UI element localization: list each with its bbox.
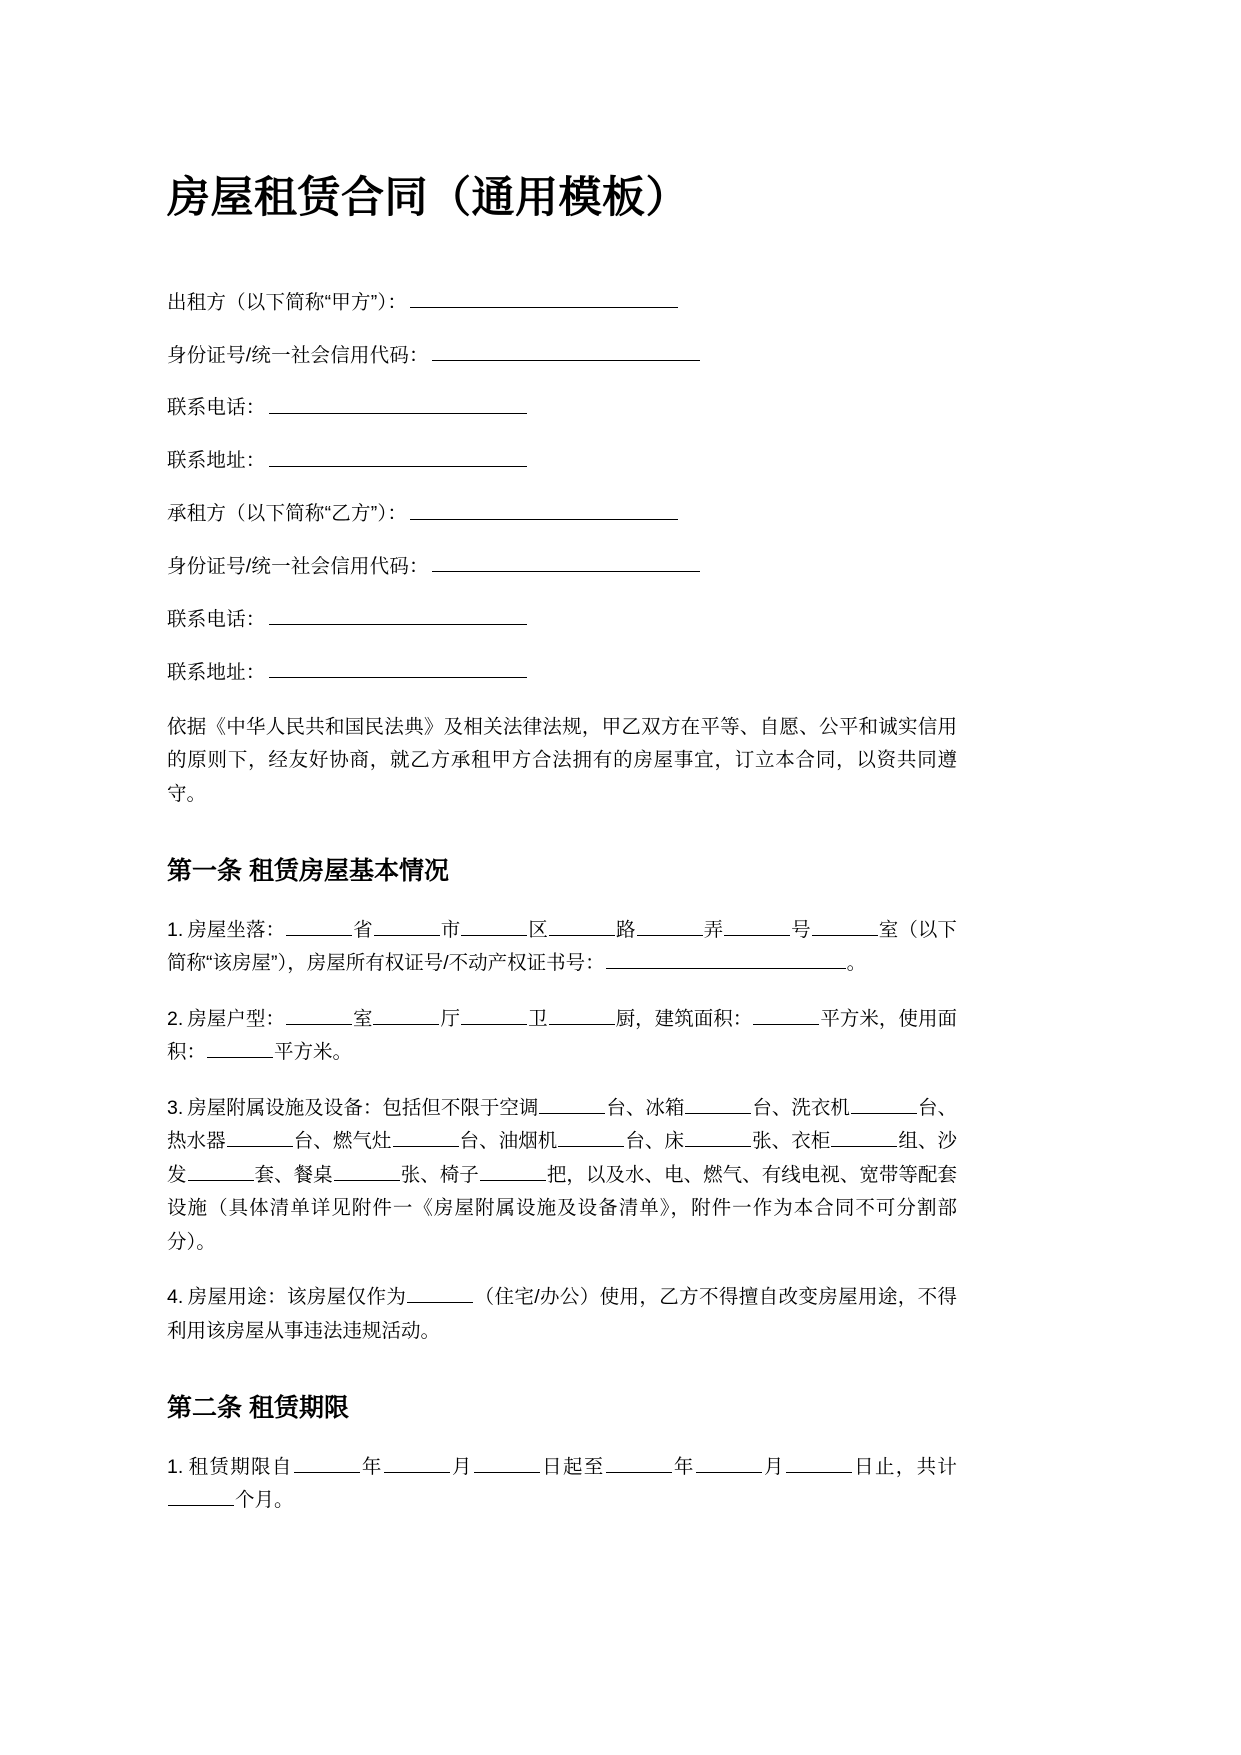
clause-blank-field[interactable] — [685, 1128, 751, 1148]
party-field-row — [167, 605, 957, 633]
clause-text: 房屋坐落： — [187, 918, 286, 941]
clause-blank-field[interactable] — [549, 1005, 615, 1025]
party-field-row — [167, 393, 957, 421]
preamble-block — [167, 711, 957, 812]
clause-number: 4. — [167, 1286, 184, 1309]
party-field-label: 联系电话： — [167, 396, 266, 419]
party-field-row — [167, 288, 957, 316]
clause-text: 厨，建筑面积： — [615, 1007, 753, 1030]
party-field-label: 出租方（以下简称“甲方”）： — [167, 291, 408, 314]
clause-blank-field[interactable] — [393, 1128, 459, 1148]
clause-blank-field[interactable] — [168, 1487, 234, 1507]
clause-blank-field[interactable] — [696, 1453, 762, 1473]
clause-text: 平方米。 — [274, 1041, 353, 1064]
party-field-row — [167, 658, 957, 686]
clause-text: 年 — [672, 1455, 695, 1478]
clause-blank-field[interactable] — [685, 1094, 751, 1114]
clause-text: 台、燃气灶 — [293, 1130, 392, 1153]
party-field-label: 身份证号/统一社会信用代码： — [167, 344, 429, 367]
party-field-input-line[interactable] — [432, 341, 700, 362]
clause-text: 厅 — [440, 1007, 461, 1030]
preamble-paragraph: 依据《中华人民共和国民法典》及相关法律法规，甲乙双方在平等、自愿、公平和诚实信用的原则下，经友好协商，就乙方承租甲方合法拥有的房屋事宜，订立本合同，以资共同遵守。 — [167, 715, 957, 805]
sections-container — [167, 855, 957, 1518]
party-field-row — [167, 446, 957, 474]
party-field-input-line[interactable] — [410, 288, 678, 309]
clause-blank-field[interactable] — [558, 1128, 624, 1148]
clause-text: 租赁期限自 — [187, 1455, 293, 1478]
party-field-label: 承租方（以下简称“乙方”）： — [167, 502, 408, 525]
clause-blank-field[interactable] — [753, 1005, 819, 1025]
clause-blank-field[interactable] — [724, 916, 790, 936]
clause-paragraph — [167, 1092, 957, 1260]
clause-blank-field[interactable] — [373, 1005, 439, 1025]
party-field-input-line[interactable] — [269, 393, 527, 414]
party-field-input-line[interactable] — [269, 658, 527, 679]
clause-text: 区 — [528, 918, 548, 941]
clause-blank-field[interactable] — [334, 1161, 400, 1181]
party-field-input-line[interactable] — [432, 552, 700, 573]
clause-text: 弄 — [703, 918, 724, 941]
party-field-label: 联系地址： — [167, 449, 266, 472]
party-field-input-line[interactable] — [410, 499, 678, 520]
party-field-label: 身份证号/统一社会信用代码： — [167, 555, 429, 578]
clause-text: 张、椅子 — [400, 1163, 479, 1186]
clause-text: 月 — [762, 1455, 785, 1478]
clause-text: 日起至 — [540, 1455, 605, 1478]
clause-blank-field[interactable] — [480, 1161, 546, 1181]
clause-blank-field[interactable] — [407, 1284, 473, 1304]
clause-blank-field[interactable] — [786, 1453, 852, 1473]
clause-text: 市 — [440, 918, 461, 941]
clause-text: 室 — [352, 1007, 373, 1030]
clause-text: 卫 — [528, 1007, 548, 1030]
party-field-label: 联系地址： — [167, 661, 266, 684]
clause-paragraph — [167, 1451, 957, 1518]
clause-text: 平方米，使用面积： — [167, 1007, 957, 1064]
clause-blank-field[interactable] — [294, 1453, 360, 1473]
clause-text: 台、油烟机 — [459, 1130, 558, 1153]
party-information-block — [167, 288, 957, 686]
clause-number: 1. — [167, 918, 184, 941]
clause-paragraph — [167, 1003, 957, 1070]
clause-text: 房屋户型： — [187, 1007, 285, 1030]
section-heading: 第一条 租赁房屋基本情况 — [167, 857, 449, 886]
clause-text: （住宅/办公）使用，乙方不得擅自改变房屋用途，不得利用该房屋从事违法违规活动。 — [167, 1286, 957, 1342]
clause-number: 3. — [167, 1096, 184, 1119]
party-field-row — [167, 499, 957, 527]
clause-text: 号 — [791, 918, 811, 941]
clause-blank-field[interactable] — [461, 1005, 527, 1025]
party-field-row — [167, 341, 957, 369]
clause-text: 张、衣柜 — [752, 1130, 831, 1153]
clause-blank-field[interactable] — [812, 916, 878, 936]
clause-number: 2. — [167, 1007, 184, 1030]
clause-blank-field[interactable] — [637, 916, 703, 936]
clause-blank-field[interactable] — [831, 1128, 897, 1148]
document-content — [167, 0, 957, 1518]
clause-blank-field[interactable] — [207, 1039, 273, 1059]
clause-text: 房屋附属设施及设备：包括但不限于空调 — [187, 1096, 539, 1119]
clause-text: 室（以下简称“该房屋”），房屋所有权证号/不动产权证书号： — [167, 918, 957, 975]
clause-blank-field[interactable] — [549, 916, 615, 936]
contract-section — [167, 1392, 957, 1518]
party-field-row — [167, 552, 957, 580]
clause-blank-field[interactable] — [539, 1094, 605, 1114]
party-field-input-line[interactable] — [269, 446, 527, 467]
clause-blank-field[interactable] — [227, 1128, 293, 1148]
clause-paragraph — [167, 914, 957, 981]
clause-blank-field[interactable] — [286, 1005, 352, 1025]
clause-text: 。 — [846, 952, 867, 975]
clause-text: 台、热水器 — [167, 1096, 957, 1153]
clause-text: 日止，共计 — [852, 1455, 957, 1478]
clause-text: 个月。 — [235, 1489, 294, 1512]
clause-blank-field[interactable] — [384, 1453, 450, 1473]
clause-blank-field[interactable] — [286, 916, 352, 936]
clause-text: 台、洗衣机 — [752, 1096, 850, 1119]
party-field-label: 联系电话： — [167, 608, 266, 631]
clause-number: 1. — [167, 1455, 184, 1478]
contract-section — [167, 855, 957, 1348]
clause-text: 省 — [353, 918, 373, 941]
clause-text: 套、餐桌 — [254, 1163, 333, 1186]
clause-text: 房屋用途：该房屋仅作为 — [187, 1286, 407, 1309]
page-title: 房屋租赁合同（通用模板） — [167, 174, 689, 222]
clause-blank-field[interactable] — [374, 916, 440, 936]
clause-blank-field[interactable] — [188, 1161, 254, 1181]
clause-blank-field[interactable] — [851, 1094, 917, 1114]
party-field-input-line[interactable] — [269, 605, 527, 626]
section-heading: 第二条 租赁期限 — [167, 1394, 349, 1423]
clause-paragraph — [167, 1281, 957, 1348]
clause-blank-field[interactable] — [474, 1453, 540, 1473]
clause-text: 月 — [450, 1455, 473, 1478]
clause-text: 把，以及水、电、燃气、有线电视、宽带等配套设施（具体清单详见附件一《房屋附属设施及设备清单》，附件一作为本合同不可分割部分）。 — [167, 1163, 957, 1253]
clause-blank-field[interactable] — [606, 950, 846, 970]
clause-text: 年 — [360, 1455, 383, 1478]
clause-text: 组、沙发 — [167, 1130, 957, 1186]
clause-blank-field[interactable] — [461, 916, 527, 936]
clause-text: 台、冰箱 — [606, 1096, 685, 1119]
clause-blank-field[interactable] — [606, 1453, 672, 1473]
clause-text: 路 — [615, 918, 636, 941]
clause-text: 台、床 — [625, 1130, 685, 1153]
